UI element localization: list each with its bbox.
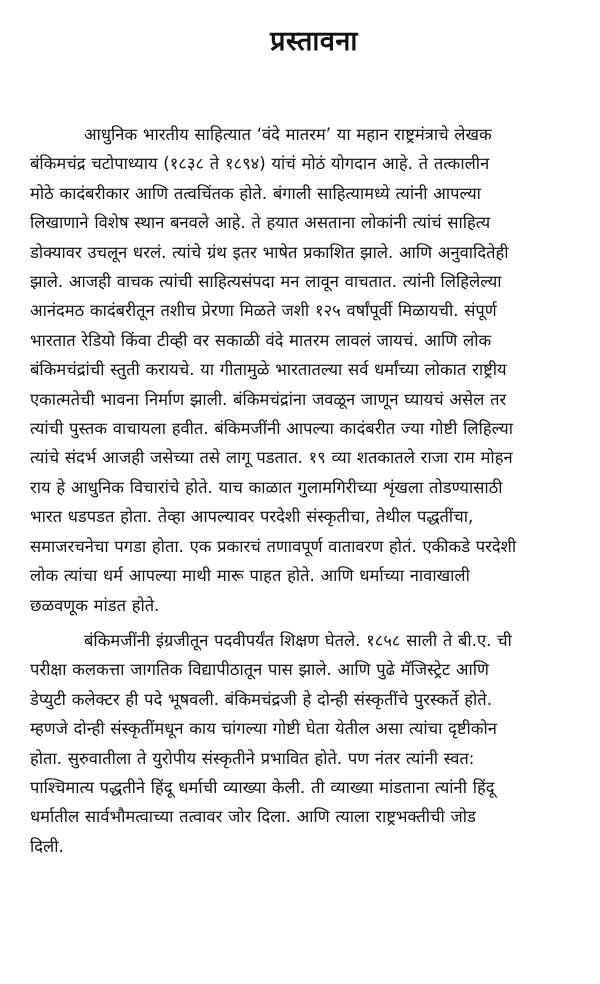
text-line: झाले. आजही वाचक त्यांची साहित्यसंपदा मन लावून वाचतात. त्यांनी लिहिलेल्या: [30, 272, 502, 292]
text-line: एकात्मतेची भावना निर्माण झाली. बंकिमचंद्रांना जवळून जाणून घ्यायचं असेल तर: [30, 389, 507, 409]
text-line: डेप्युटी कलेक्टर ही पदे भूषवली. बंकिमचंद्रजी हे दोन्ही संस्कृतींचे पुरस्कर्ते होते.: [30, 689, 492, 709]
text-line: आनंदमठ कादंबरीतून तशीच प्रेरणा मिळते जशी १२५ वर्षांपूर्वी मिळायची. संपूर्ण: [30, 301, 497, 321]
text-line: परीक्षा कलकत्ता जागतिक विद्यापीठातून पास झाले. आणि पुढे मॅजिस्ट्रेट आणि: [30, 660, 489, 680]
paragraph-1: [30, 120, 586, 620]
text-line: मोठे कादंबरीकार आणि तत्वचिंतक होते. बंगाली साहित्यामध्ये त्यांनी आपल्या: [30, 183, 481, 203]
text-line: लिखाणाने विशेष स्थान बनवले आहे. ते हयात असताना लोकांनी त्यांचं साहित्य: [30, 213, 491, 233]
page-title: प्रस्तावना: [270, 26, 358, 57]
text-line: बंकिमचंद्रांची स्तुती करायचे. या गीतामुळे भारतातल्या सर्व धर्मांच्या लोकात राष्ट्रीय: [30, 360, 507, 380]
text-line: भारत धडपडत होता. तेव्हा आपल्यावर परदेशी संस्कृतीचा, तेथील पद्धतींचा,: [30, 507, 474, 527]
text-line: छळवणूक मांडत होते.: [30, 595, 160, 615]
text-line: होता. सुरुवातीला ते युरोपीय संस्कृतीने प्रभावित होते. पण नंतर त्यांनी स्वत:: [30, 748, 475, 768]
text-line: म्हणजे दोन्ही संस्कृतींमधून काय चांगल्या गोष्टी घेता येतील असा त्यांचा दृष्टीकोन: [30, 719, 497, 739]
text-line: पाश्चिमात्य पद्धतीने हिंदू धर्माची व्याख्या केली. ती व्याख्या मांडताना त्यांनी हिंदू: [30, 777, 495, 797]
text-line: बंकिमचंद्र चटोपाध्याय (१८३८ ते १८९४) यांचं मोठं योगदान आहे. ते तत्कालीन: [30, 154, 490, 174]
paragraph-2: [30, 626, 586, 861]
text-line: त्यांचे संदर्भ आजही जसेच्या तसे लागू पडतात. १९ व्या शतकातले राजा राम मोहन: [30, 448, 513, 468]
text-line: राय हे आधुनिक विचारांचे होते. याच काळात गुलामगिरीच्या शृंखला तोडण्यासाठी: [30, 477, 503, 497]
text-line: लोक त्यांचा धर्म आपल्या माथी मारू पाहत होते. आणि धर्माच्या नावाखाली: [30, 566, 470, 586]
text-line: भारतात रेडियो किंवा टीव्ही वर सकाळी वंदे मातरम लावलं जायचं. आणि लोक: [30, 330, 492, 350]
text-line: समाजरचनेचा पगडा होता. एक प्रकारचं तणावपूर्ण वातावरण होतं. एकीकडे परदेशी: [30, 536, 517, 556]
text-line: धर्मातील सार्वभौमत्वाच्या तत्वावर जोर दिला. आणि त्याला राष्ट्रभक्तीची जोड: [30, 807, 476, 827]
text-line: त्यांची पुस्तक वाचायला हवीत. बंकिमजींनी आपल्या कादंबरीत ज्या गोष्टी लिहिल्या: [30, 419, 514, 439]
text-line: बंकिमजींनी इंग्रजीतून पदवीपर्यंत शिक्षण घेतले. १८५८ साली ते बी.ए. ची: [84, 630, 512, 650]
body-text: [30, 120, 586, 861]
text-line: डोक्यावर उचलून धरलं. त्यांचे ग्रंथ इतर भाषेत प्रकाशित झाले. आणि अनुवादितेही: [30, 242, 509, 262]
text-line: दिली.: [30, 836, 64, 856]
text-line: आधुनिक भारतीय साहित्यात ‘वंदे मातरम’ या महान राष्ट्रमंत्राचे लेखक: [84, 125, 492, 144]
